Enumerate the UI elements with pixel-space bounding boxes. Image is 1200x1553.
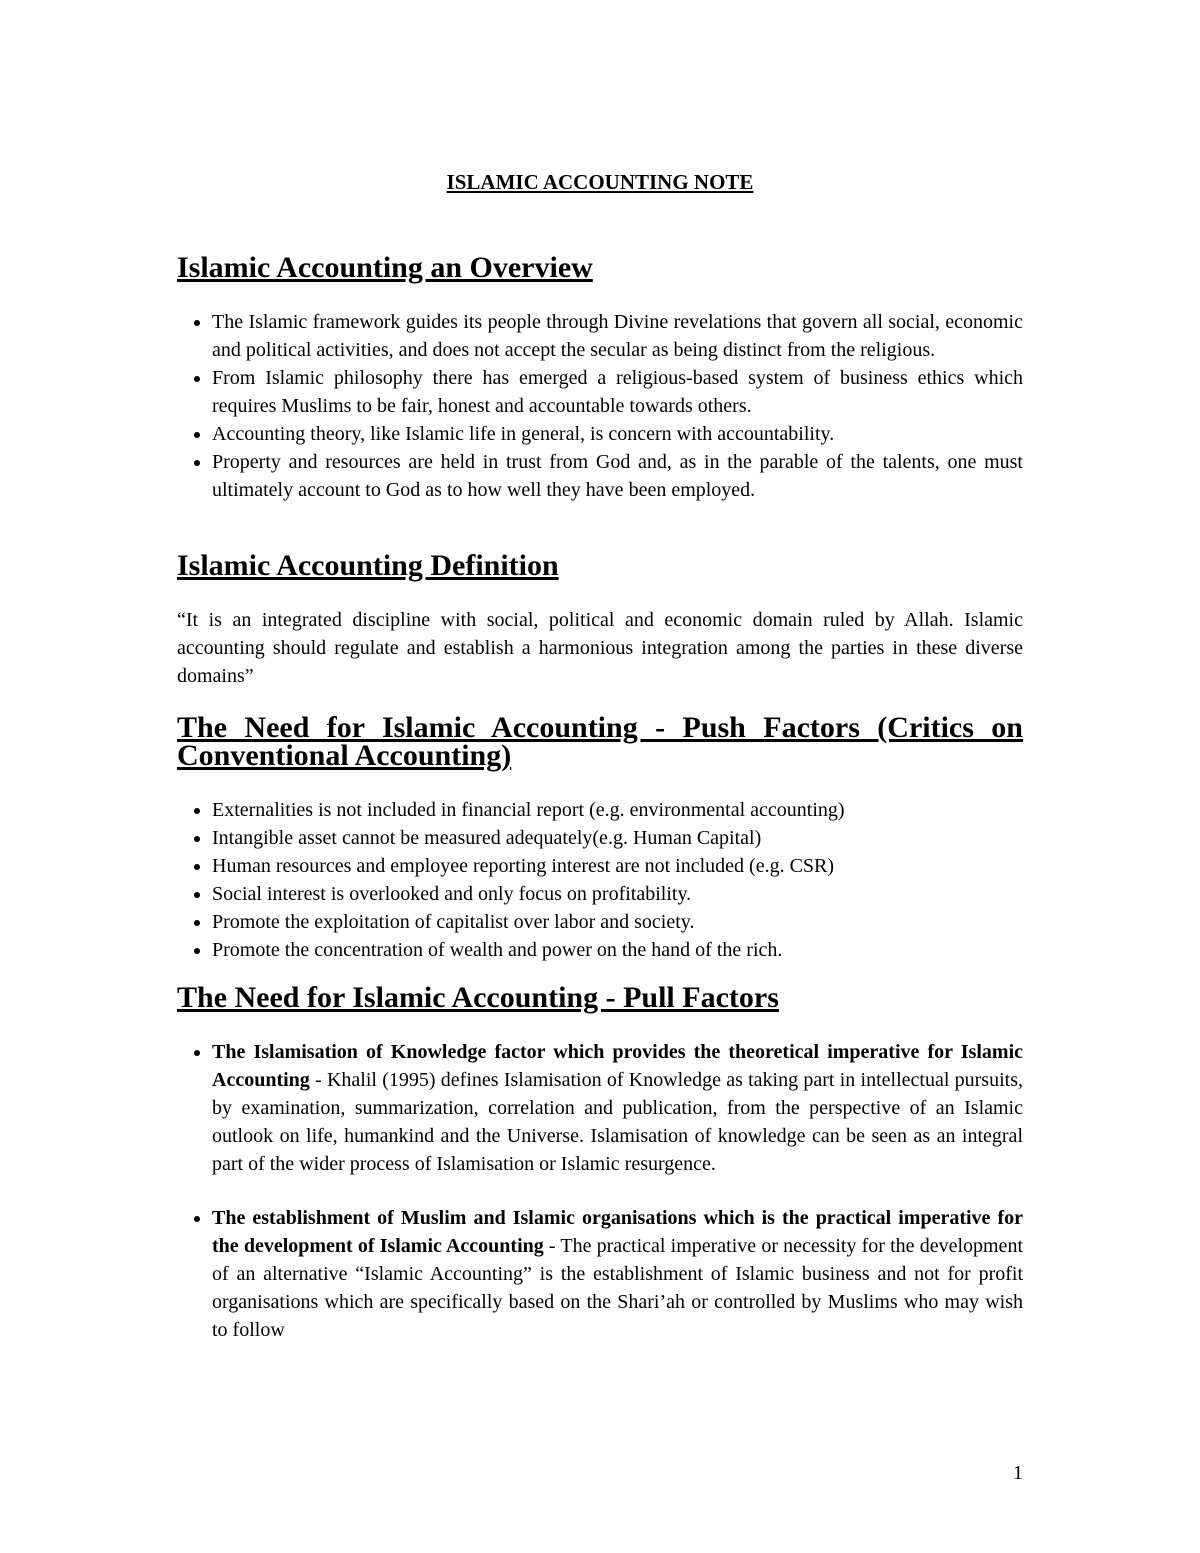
document-title: ISLAMIC ACCOUNTING NOTE <box>446 170 754 194</box>
list-item: • Promote the concentration of wealth and power on the hand of the rich. <box>212 936 1023 964</box>
page-number: 1 <box>1013 1462 1023 1484</box>
bullet-bold-lead: The establishment of Muslim and Islamic organisations which is the practical imperative for the development of Islamic Accounting <box>212 1207 1023 1257</box>
list-item: • Externalities is not included in financial report (e.g. environmental accounting) <box>212 796 1023 824</box>
list-item: • Intangible asset cannot be measured adequately(e.g. Human Capital) <box>212 824 1023 852</box>
section-heading-definition: Islamic Accounting Definition <box>177 549 559 582</box>
list-item: • Social interest is overlooked and only focus on profitability. <box>212 880 1023 908</box>
section-heading-push-factors: The Need for Islamic Accounting - Push Factors (Critics on Conventional Accounting) <box>177 711 1023 772</box>
section-heading-pull-factors: The Need for Islamic Accounting - Pull Factors <box>177 981 779 1014</box>
list-item <box>212 1204 1023 1344</box>
definition-paragraph: “It is an integrated discipline with social, political and economic domain ruled by Allah. Islamic accounting should regulate and establish a harmonious integration among the parties in these diverse domains” <box>177 609 1023 687</box>
bullet-rest-text: - Khalil (1995) defines Islamisation of Knowledge as taking part in intellectual pursuits, by examination, summarization, correlation and publication, from the perspective of an Islamic outlook on life, humankind and the Universe. Islamisation of knowledge can be seen as an integral part of the wider process of Islamisation or Islamic resurgence. <box>212 1069 1023 1175</box>
section-heading-overview: Islamic Accounting an Overview <box>177 251 593 284</box>
list-item: • The Islamic framework guides its people through Divine revelations that govern all social, economic and political activities, and does not accept the secular as being distinct from the religious. <box>212 308 1023 364</box>
bullet-bold-lead: The Islamisation of Knowledge factor which provides the theoretical imperative for Islamic Accounting <box>212 1041 1023 1091</box>
list-item <box>212 1038 1023 1178</box>
list-item: • Promote the exploitation of capitalist over labor and society. <box>212 908 1023 936</box>
pull-factors-bullet-list <box>177 1038 1023 1344</box>
list-item: • Property and resources are held in trust from God and, as in the parable of the talents, one must ultimately account to God as to how well they have been employed. <box>212 448 1023 504</box>
push-factors-bullet-list <box>177 796 1023 964</box>
bullet-rest-text: - The practical imperative or necessity for the development of an alternative “Islamic Accounting” is the establishment of Islamic business and not for profit organisations which are specifically based on the Shari’ah or controlled by Muslims who may wish to follow <box>212 1235 1023 1341</box>
list-item: • From Islamic philosophy there has emerged a religious-based system of business ethics which requires Muslims to be fair, honest and accountable towards others. <box>212 364 1023 420</box>
list-item: • Human resources and employee reporting interest are not included (e.g. CSR) <box>212 852 1023 880</box>
overview-bullet-list <box>177 308 1023 504</box>
list-item: • Accounting theory, like Islamic life in general, is concern with accountability. <box>212 420 1023 448</box>
